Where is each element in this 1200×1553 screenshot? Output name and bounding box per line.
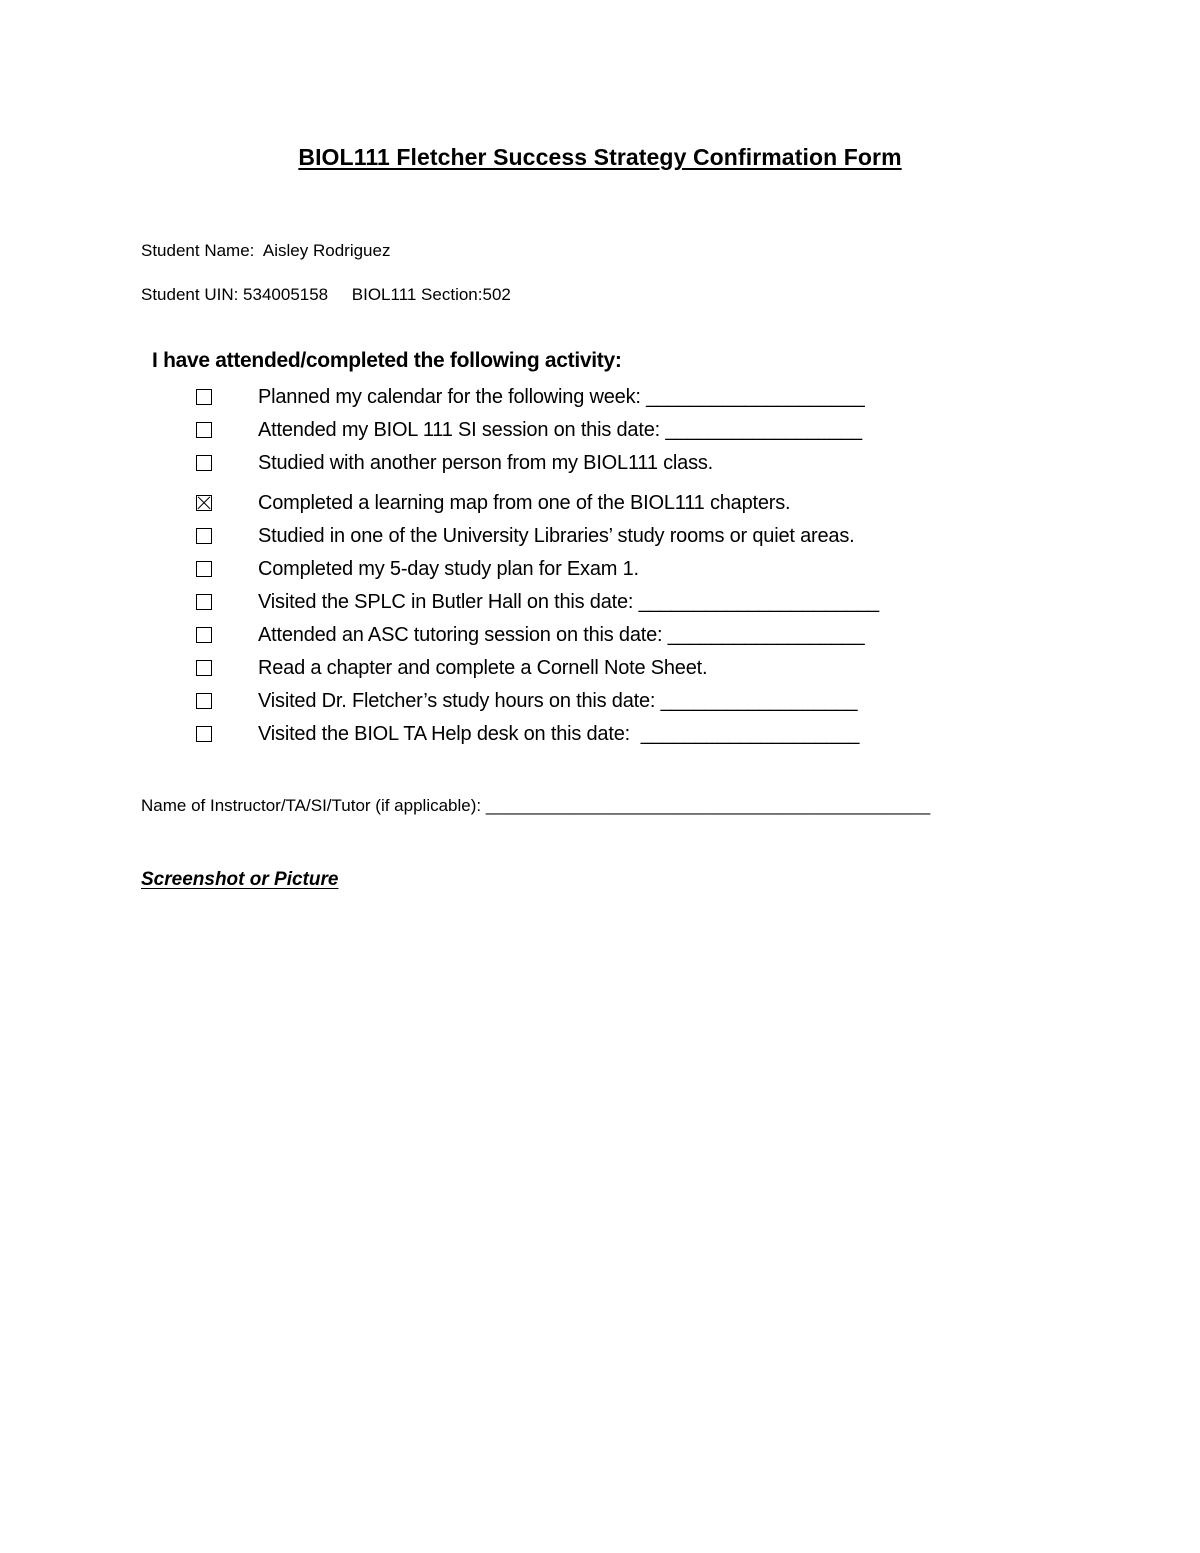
checkbox-unchecked-icon[interactable] — [196, 726, 212, 742]
screenshot-heading: Screenshot or Picture — [141, 869, 339, 890]
checklist-item-label: Studied in one of the University Libraries’ study rooms or quiet areas. — [258, 524, 855, 547]
checklist-item-label: Visited the BIOL TA Help desk on this date: ____________________ — [258, 722, 860, 745]
checkbox-unchecked-icon[interactable] — [196, 594, 212, 610]
checklist-item-label: Studied with another person from my BIOL111 class. — [258, 451, 714, 474]
checklist-item-calendar[interactable] — [196, 384, 865, 410]
checkbox-unchecked-icon[interactable] — [196, 389, 212, 405]
checkbox-unchecked-icon[interactable] — [196, 627, 212, 643]
checkbox-unchecked-icon[interactable] — [196, 455, 212, 471]
checklist-item-label: Visited Dr. Fletcher’s study hours on this date: __________________ — [258, 689, 858, 712]
checklist-item-label: Visited the SPLC in Butler Hall on this date: ______________________ — [258, 590, 879, 613]
activity-heading: I have attended/completed the following activity: — [152, 349, 622, 372]
checkbox-unchecked-icon[interactable] — [196, 422, 212, 438]
checklist-item-library-study[interactable] — [196, 523, 854, 549]
checklist-item-label: Planned my calendar for the following week: ____________________ — [258, 385, 865, 408]
checklist-item-study-plan[interactable] — [196, 556, 639, 582]
checklist-item-label: Completed a learning map from one of the BIOL111 chapters. — [258, 491, 791, 514]
checklist-item-splc-visit[interactable] — [196, 589, 879, 615]
checklist-item-label: Attended an ASC tutoring session on this date: __________________ — [258, 623, 865, 646]
checklist-item-study-hours[interactable] — [196, 688, 857, 714]
checklist-item-cornell-notes[interactable] — [196, 655, 707, 681]
instructor-name-field: Name of Instructor/TA/SI/Tutor (if applicable): _______________________________________________ — [141, 796, 931, 815]
student-name-field: Student Name: Aisley Rodriguez — [141, 241, 391, 260]
checklist-item-ta-help-desk[interactable] — [196, 721, 859, 747]
checkbox-unchecked-icon[interactable] — [196, 561, 212, 577]
checklist-item-asc-tutoring[interactable] — [196, 622, 864, 648]
page-title: BIOL111 Fletcher Success Strategy Confirmation Form — [298, 144, 902, 170]
checkbox-unchecked-icon[interactable] — [196, 528, 212, 544]
checklist-item-label: Attended my BIOL 111 SI session on this date: __________________ — [258, 418, 862, 441]
checklist-item-label: Read a chapter and complete a Cornell Note Sheet. — [258, 656, 708, 679]
checkbox-unchecked-icon[interactable] — [196, 693, 212, 709]
checklist-item-learning-map[interactable] — [196, 490, 790, 516]
checkbox-checked-icon[interactable] — [196, 495, 212, 511]
student-uin-section-field: Student UIN: 534005158 BIOL111 Section:502 — [141, 285, 511, 304]
checklist-item-label: Completed my 5-day study plan for Exam 1. — [258, 557, 639, 580]
checklist-item-si-session[interactable] — [196, 417, 862, 443]
checklist-item-studied-with-person[interactable] — [196, 450, 713, 476]
checkbox-unchecked-icon[interactable] — [196, 660, 212, 676]
